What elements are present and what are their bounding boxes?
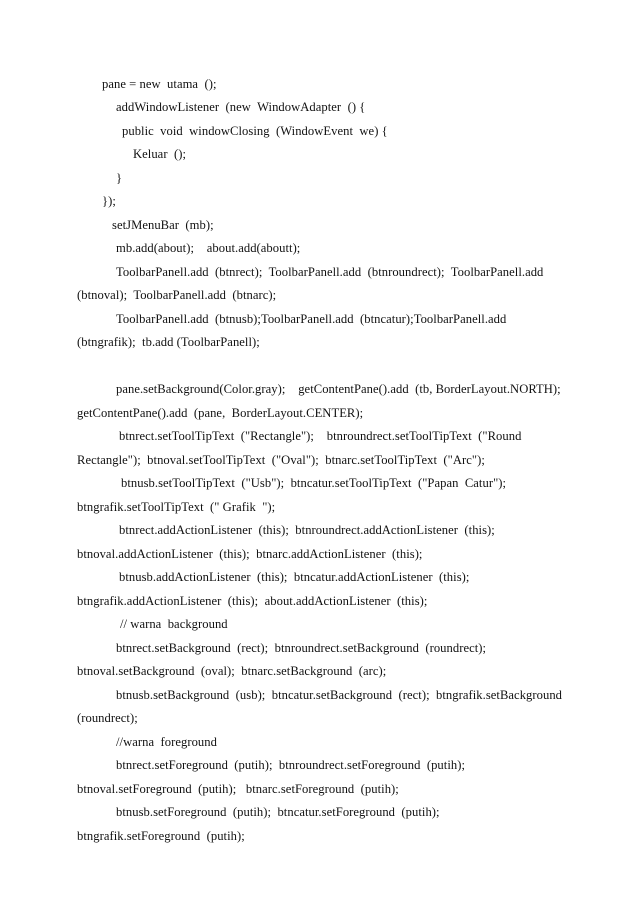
code-line: getContentPane().add (pane, BorderLayout.CENTER); [77,406,364,420]
code-line: ToolbarPanell.add (btnusb);ToolbarPanell.add (btncatur);ToolbarPanell.add [116,312,507,326]
code-line: btngrafik.setToolTipText (" Grafik "); [77,500,276,514]
code-line: Keluar (); [133,147,186,161]
code-line: btngrafik.setForeground (putih); [77,829,245,843]
code-line: setJMenuBar (mb); [112,218,214,232]
code-line: btnusb.addActionListener (this); btncatur.addActionListener (this); [119,570,470,584]
code-line: ToolbarPanell.add (btnrect); ToolbarPanell.add (btnroundrect); ToolbarPanell.add [116,265,544,279]
code-line: // warna background [120,617,228,631]
code-line: (btnoval); ToolbarPanell.add (btnarc); [77,288,277,302]
code-line: (roundrect); [77,711,138,725]
code-line: btngrafik.addActionListener (this); about.addActionListener (this); [77,594,428,608]
code-line: btnusb.setBackground (usb); btncatur.setBackground (rect); btngrafik.setBackground [116,688,563,702]
code-line: btnrect.addActionListener (this); btnroundrect.addActionListener (this); [119,523,495,537]
code-line: public void windowClosing (WindowEvent we) { [122,124,388,138]
code-line: pane = new utama (); [102,77,217,91]
code-line: btnoval.setForeground (putih); btnarc.setForeground (putih); [77,782,399,796]
code-line: //warna foreground [116,735,217,749]
code-line: (btngrafik); tb.add (ToolbarPanell); [77,335,260,349]
code-line: btnrect.setForeground (putih); btnroundrect.setForeground (putih); [116,758,466,772]
code-line: btnrect.setToolTipText ("Rectangle"); btnroundrect.setToolTipText ("Round [119,429,522,443]
code-line: btnoval.setBackground (oval); btnarc.setBackground (arc); [77,664,387,678]
code-line: }); [102,194,116,208]
code-line: btnusb.setToolTipText ("Usb"); btncatur.setToolTipText ("Papan Catur"); [121,476,507,490]
code-line: btnrect.setBackground (rect); btnroundrect.setBackground (roundrect); [116,641,487,655]
code-line: btnusb.setForeground (putih); btncatur.setForeground (putih); [116,805,440,819]
code-line: btnoval.addActionListener (this); btnarc.addActionListener (this); [77,547,423,561]
code-line: } [116,171,123,185]
code-line: mb.add(about); about.add(aboutt); [116,241,301,255]
code-line: pane.setBackground(Color.gray); getContentPane().add (tb, BorderLayout.NORTH); [116,382,561,396]
code-line: addWindowListener (new WindowAdapter () { [116,100,366,114]
code-line: Rectangle"); btnoval.setToolTipText ("Oval"); btnarc.setToolTipText ("Arc"); [77,453,485,467]
